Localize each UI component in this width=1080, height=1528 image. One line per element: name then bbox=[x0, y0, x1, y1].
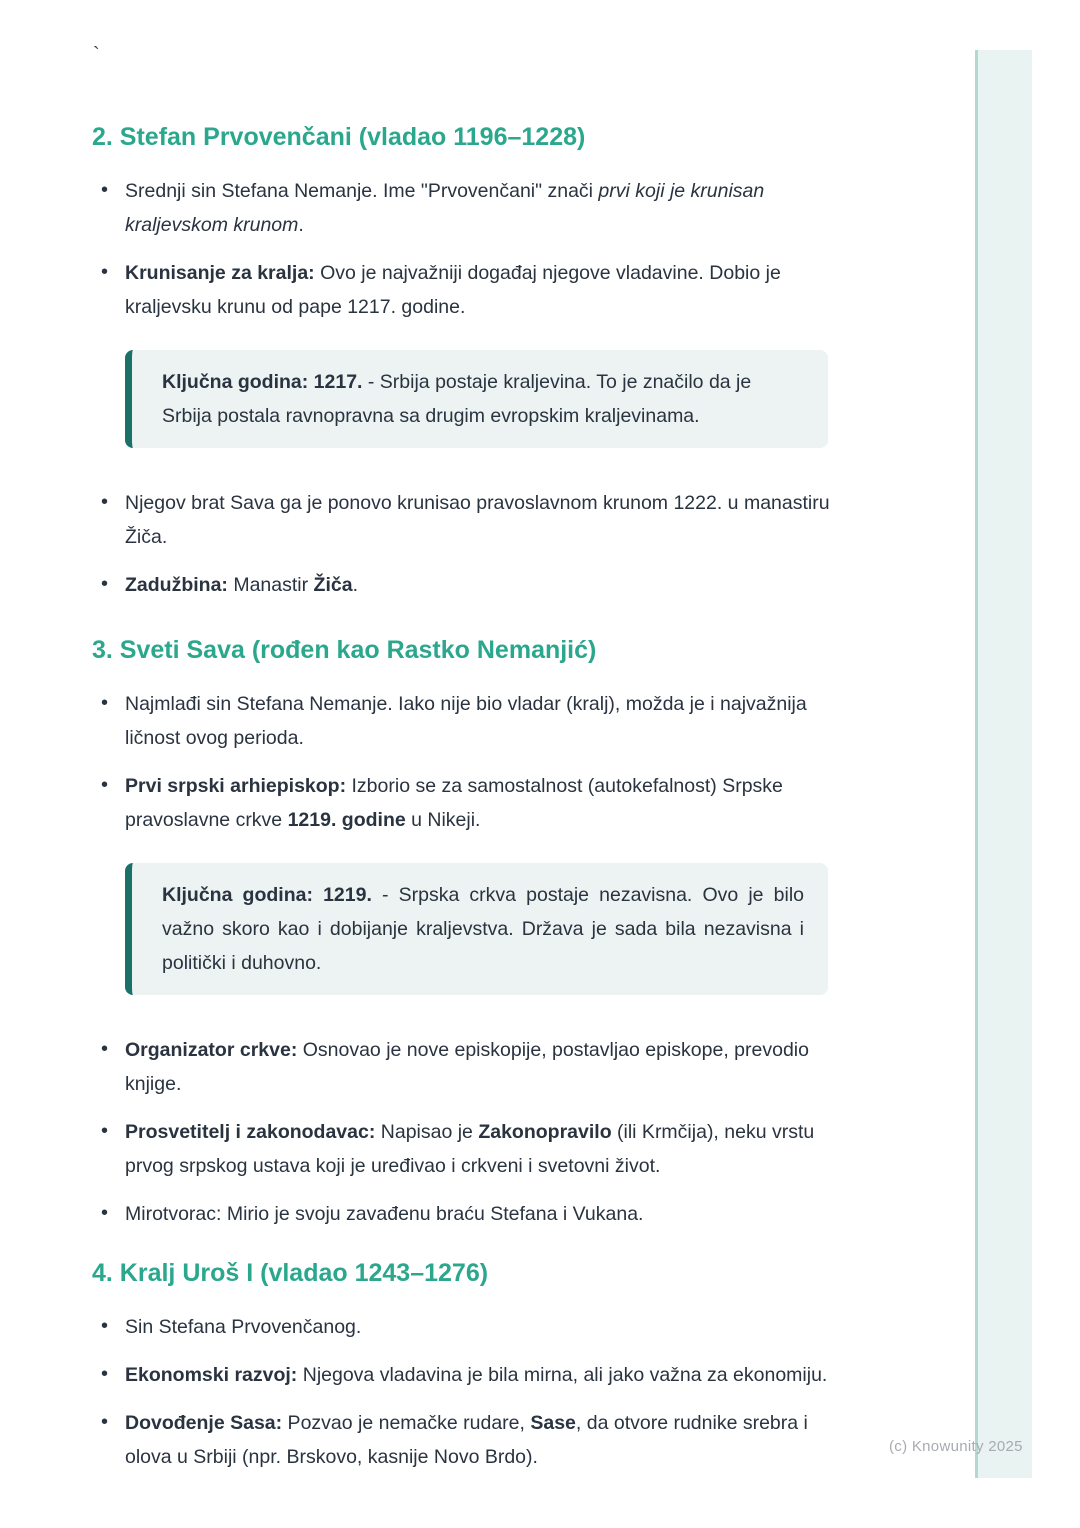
key-year-callout-1217 bbox=[125, 350, 828, 448]
bullet-item bbox=[92, 174, 845, 242]
callout-text: Ključna godina: 1217. - Srbija postaje kraljevina. To je značilo da je Srbija postala ravnopravna sa drugim evropskim kraljevinama. bbox=[162, 371, 752, 427]
bullet-marker: • bbox=[101, 261, 109, 283]
bullet-item bbox=[92, 1197, 845, 1231]
bullet-marker: • bbox=[101, 1363, 109, 1385]
bullet-marker: • bbox=[101, 179, 109, 201]
bullet-marker: • bbox=[101, 573, 109, 595]
section-heading-kralj-uros: 4. Kralj Uroš I (vladao 1243–1276) bbox=[92, 1259, 489, 1287]
bullet-marker: • bbox=[101, 1202, 109, 1224]
bullet-text: Ekonomski razvoj: Njegova vladavina je bila mirna, ali jako važna za ekonomiju. bbox=[125, 1364, 828, 1386]
bullet-item bbox=[92, 568, 845, 602]
bullet-text: Zadužbina: Manastir Žiča. bbox=[125, 574, 358, 596]
bullet-text: Mirotvorac: Mirio je svoju zavađenu braću Stefana i Vukana. bbox=[125, 1203, 644, 1225]
callout-text: Ključna godina: 1219. - Srpska crkva postaje nezavisna. Ovo je bilo važno skoro kao i dobijanje kraljevstva. Država je sada bila nezavisna i politički i duhovno. bbox=[162, 884, 805, 974]
stray-backtick: ` bbox=[93, 44, 100, 66]
bullet-marker: • bbox=[101, 1411, 109, 1433]
bullet-item bbox=[92, 256, 845, 324]
key-year-callout-1219 bbox=[125, 863, 828, 995]
bullet-item bbox=[92, 769, 845, 837]
bullet-text: Dovođenje Sasa: Pozvao je nemačke rudare, Sase, da otvore rudnike srebra i olova u Srbiji (npr. Brskovo, kasnije Novo Brdo). bbox=[125, 1412, 808, 1468]
bullet-marker: • bbox=[101, 1038, 109, 1060]
bullet-item bbox=[92, 1115, 845, 1183]
page-edge-strip bbox=[975, 50, 1032, 1478]
bullet-text: Najmlađi sin Stefana Nemanje. Iako nije bio vladar (kralj), možda je i najvažnija ličnost ovog perioda. bbox=[125, 693, 807, 749]
bullet-text: Sin Stefana Prvovenčanog. bbox=[125, 1316, 362, 1338]
section-heading-stefan-prvovencani: 2. Stefan Prvovenčani (vladao 1196–1228) bbox=[92, 123, 586, 151]
section-heading-sveti-sava: 3. Sveti Sava (rođen kao Rastko Nemanjić) bbox=[92, 636, 597, 664]
document-body bbox=[92, 0, 847, 1488]
bullet-item bbox=[92, 1033, 845, 1101]
bullet-item bbox=[92, 486, 845, 554]
bullet-item bbox=[92, 1406, 845, 1474]
bullet-text: Krunisanje za kralja: Ovo je najvažniji događaj njegove vladavine. Dobio je kraljevsku krunu od pape 1217. godine. bbox=[125, 262, 781, 318]
bullet-item bbox=[92, 687, 845, 755]
bullet-marker: • bbox=[101, 774, 109, 796]
bullet-marker: • bbox=[101, 1120, 109, 1142]
bullet-item bbox=[92, 1310, 845, 1344]
bullet-text: Organizator crkve: Osnovao je nove episkopije, postavljao episkope, prevodio knjige. bbox=[125, 1039, 809, 1095]
bullet-marker: • bbox=[101, 1315, 109, 1337]
bullet-item bbox=[92, 1358, 845, 1392]
bullet-marker: • bbox=[101, 692, 109, 714]
bullet-text: Srednji sin Stefana Nemanje. Ime "Prvovenčani" znači prvi koji je krunisan kraljevskom krunom. bbox=[125, 180, 765, 236]
bullet-text: Prosvetitelj i zakonodavac: Napisao je Zakonopravilo (ili Krmčija), neku vrstu prvog srpskog ustava koji je uređivao i crkveni i svetovni život. bbox=[125, 1121, 815, 1177]
bullet-text: Prvi srpski arhiepiskop: Izborio se za samostalnost (autokefalnost) Srpske pravoslavne crkve 1219. godine u Nikeji. bbox=[125, 775, 783, 831]
copyright-note: (c) Knowunity 2025 bbox=[889, 1438, 1023, 1455]
bullet-marker: • bbox=[101, 491, 109, 513]
bullet-text: Njegov brat Sava ga je ponovo krunisao pravoslavnom krunom 1222. u manastiru Žiča. bbox=[125, 492, 830, 548]
